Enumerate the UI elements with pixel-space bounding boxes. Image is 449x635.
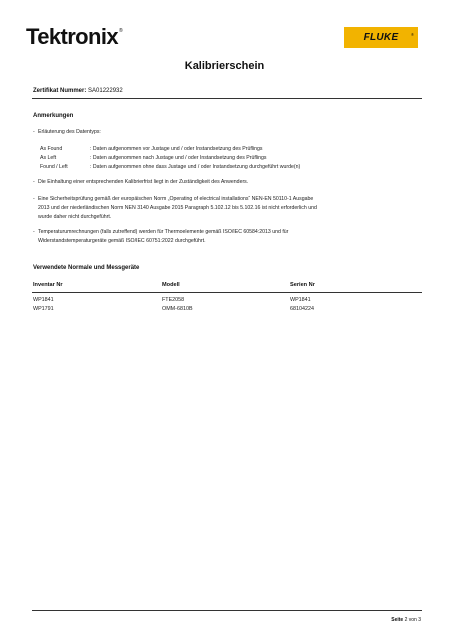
- remarks-note-line: Eine Sicherheitsprüfung gemäß der europäischen Norm „Operating of electrical installations“ NEN-EN 50110-1 Ausgabe: [38, 196, 314, 202]
- footer-divider: [32, 610, 422, 611]
- column-header-inventory: Inventar Nr: [33, 282, 63, 288]
- fluke-logo: [344, 27, 418, 48]
- bullet-dash: -: [33, 129, 35, 135]
- remarks-heading: Anmerkungen: [33, 113, 74, 119]
- table-cell-model: FTE2058: [162, 297, 185, 303]
- definition-text: : Daten aufgenommen ohne dass Justage und / oder Instandsetzung durchgeführt wurde(n): [90, 164, 301, 170]
- remarks-note-line: 2013 und der niederländischen Norm NEN 3140 Ausgabe 2015 Paragraph 5.102.12 bis 5.102.16 ist nicht erforderlich und: [38, 205, 317, 211]
- page-label: Seite: [391, 617, 404, 623]
- document-title: Kalibrierschein: [184, 60, 265, 72]
- tektronix-logo-text: Tektronix: [26, 24, 118, 49]
- remarks-note-line: Die Einhaltung einer entsprechenden Kalibrierfrist liegt in der Zuständigkeit des Anwenders.: [38, 179, 249, 185]
- definition-term: As Found: [40, 146, 63, 152]
- column-header-serial: Serien Nr: [290, 282, 315, 288]
- header-divider: [32, 98, 422, 99]
- table-header-divider: [32, 292, 422, 293]
- table-cell-inventory: WP1791: [33, 306, 54, 312]
- certificate-number-value: SA01222932: [88, 88, 123, 94]
- certificate-number-label: Zertifikat Nummer:: [33, 88, 87, 94]
- table-cell-model: OMM-6810B: [162, 306, 193, 312]
- definition-row: [40, 155, 400, 163]
- definition-text: : Daten aufgenommen vor Justage und / oder Instandsetzung des Prüflings: [90, 146, 263, 152]
- page-count: 2 von 3: [404, 617, 421, 623]
- page-number: [391, 617, 421, 623]
- bullet-dash: -: [33, 179, 35, 185]
- remarks-note-line: Widerstandstemperaturgeräte gemäß ISO/IEC 60751:2022 durchgeführt.: [38, 238, 206, 244]
- definition-row: [40, 146, 400, 154]
- definition-text: : Daten aufgenommen nach Justage und / oder Instandsetzung des Prüflings: [90, 155, 267, 161]
- table-cell-inventory: WP1841: [33, 297, 54, 303]
- remarks-note-line: Temperaturumrechnungen (falls zutreffend) werden für Thermoelemente gemäß ISO/IEC 60584:2013 und für: [38, 229, 289, 235]
- fluke-trademark: ®: [411, 32, 414, 37]
- tektronix-trademark: ®: [119, 28, 123, 34]
- remarks-intro: Erläuterung des Datentyps:: [38, 129, 101, 135]
- tektronix-logo: [26, 24, 122, 50]
- bullet-dash: -: [33, 229, 35, 235]
- table-cell-serial: 68104224: [290, 306, 314, 312]
- remarks-note: [33, 195, 413, 222]
- remarks-note: [33, 228, 413, 246]
- definition-term: As Left: [40, 155, 57, 161]
- column-header-model: Modell: [162, 282, 180, 288]
- definition-term: Found / Left: [40, 164, 68, 170]
- remarks-note-line: wurde daher nicht durchgeführt.: [38, 214, 112, 220]
- bullet-dash: -: [33, 196, 35, 202]
- remarks-note: [33, 178, 413, 187]
- table-cell-serial: WP1841: [290, 297, 311, 303]
- remarks-intro-item: [33, 128, 413, 137]
- standards-heading: Verwendete Normale und Messgeräte: [33, 265, 140, 271]
- definition-row: [40, 164, 400, 172]
- certificate-number-line: [33, 88, 123, 94]
- fluke-logo-text: FLUKE: [363, 32, 399, 43]
